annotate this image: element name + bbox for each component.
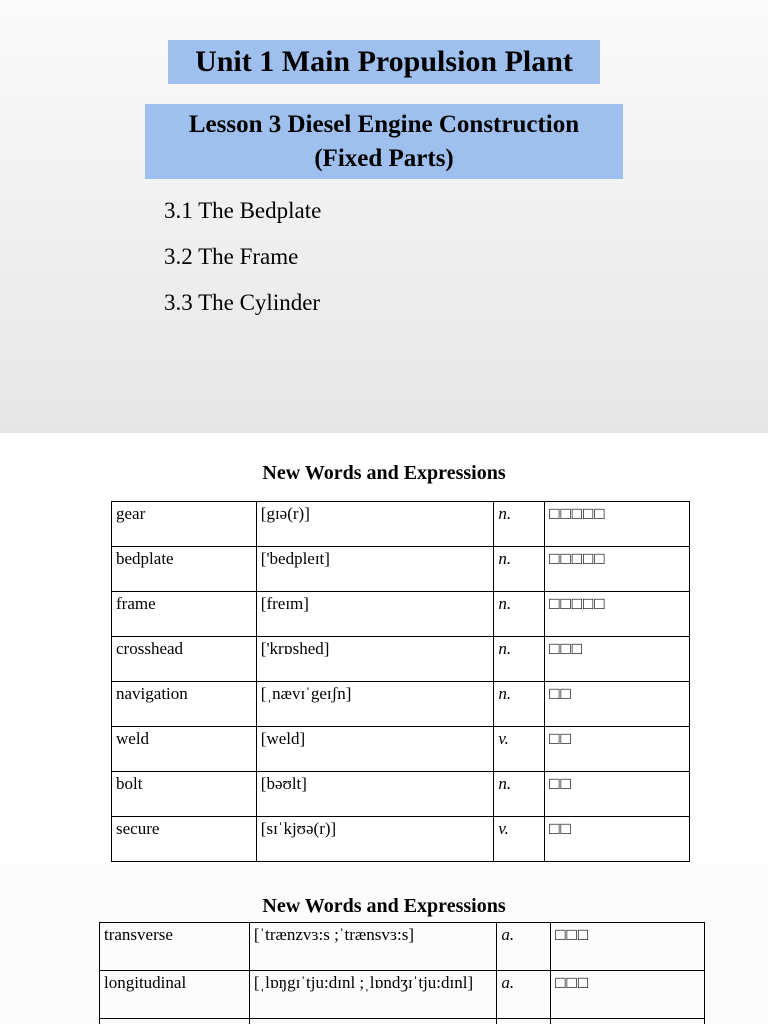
vocab-heading: New Words and Expressions — [262, 462, 506, 484]
phonetic-cell: ['bedpleɪt] — [256, 547, 494, 592]
word-cell: weld — [112, 727, 257, 772]
meaning-cell: □□ — [545, 772, 690, 817]
pos-cell: v. — [494, 817, 545, 862]
phonetic-cell: [freɪm] — [256, 592, 494, 637]
phonetic-cell — [249, 1019, 497, 1024]
meaning-cell — [551, 1019, 705, 1024]
table-row — [112, 817, 690, 862]
section-item: 3.2 The Frame — [164, 244, 299, 269]
meaning-cell: □□□ — [545, 637, 690, 682]
phonetic-cell: [bəʊlt] — [256, 772, 494, 817]
word-cell: secure — [112, 817, 257, 862]
meaning-cell: □□ — [545, 727, 690, 772]
phonetic-cell: [ˌlɒŋgɪˈtju:dɪnl ;ˌlɒndʒɪˈtju:dɪnl] — [249, 971, 497, 1019]
phonetic-cell: ['krɒshed] — [256, 637, 494, 682]
pos-cell: n. — [494, 547, 545, 592]
table-row — [100, 923, 705, 971]
word-cell: frame — [112, 592, 257, 637]
lesson-title — [145, 104, 623, 179]
phonetic-cell: [ˌnævɪˈgeɪʃn] — [256, 682, 494, 727]
meaning-cell: □□□□□ — [545, 592, 690, 637]
table-row — [112, 727, 690, 772]
vocab-heading: New Words and Expressions — [262, 895, 506, 917]
unit-title — [168, 40, 600, 84]
pos-cell: n. — [494, 592, 545, 637]
word-cell: bedplate — [112, 547, 257, 592]
slide-vocabulary-2 — [0, 865, 768, 1024]
pos-cell: n. — [494, 637, 545, 682]
phonetic-cell: [sɪˈkjʊə(r)] — [256, 817, 494, 862]
pos-cell — [497, 1019, 551, 1024]
table-row — [112, 547, 690, 592]
word-cell: gear — [112, 502, 257, 547]
table-row — [112, 592, 690, 637]
meaning-cell: □□□□□ — [545, 547, 690, 592]
meaning-cell: □□□ — [551, 923, 705, 971]
unit-title-text: Unit 1 Main Propulsion Plant — [195, 45, 573, 78]
meaning-cell: □□□□□ — [545, 502, 690, 547]
pos-cell: a. — [497, 971, 551, 1019]
slide-title — [0, 0, 768, 433]
pos-cell: n. — [494, 682, 545, 727]
phonetic-cell: [weld] — [256, 727, 494, 772]
pos-cell: a. — [497, 923, 551, 971]
table-row — [112, 502, 690, 547]
table-row — [100, 971, 705, 1019]
meaning-cell: □□ — [545, 682, 690, 727]
word-cell: longitudinal — [100, 971, 250, 1019]
vocab-table — [99, 922, 705, 1024]
vocab-table — [111, 501, 690, 862]
word-cell — [100, 1019, 250, 1024]
section-list — [164, 196, 321, 334]
section-item: 3.3 The Cylinder — [164, 290, 321, 315]
pos-cell: n. — [494, 502, 545, 547]
word-cell: navigation — [112, 682, 257, 727]
table-row — [112, 772, 690, 817]
table-row — [100, 1019, 705, 1024]
meaning-cell: □□ — [545, 817, 690, 862]
word-cell: bolt — [112, 772, 257, 817]
phonetic-cell: [gɪə(r)] — [256, 502, 494, 547]
pos-cell: v. — [494, 727, 545, 772]
section-item: 3.1 The Bedplate — [164, 198, 322, 223]
word-cell: transverse — [100, 923, 250, 971]
lesson-title-line2: (Fixed Parts) — [314, 144, 454, 172]
table-row — [112, 682, 690, 727]
word-cell: crosshead — [112, 637, 257, 682]
pos-cell: n. — [494, 772, 545, 817]
meaning-cell: □□□ — [551, 971, 705, 1019]
phonetic-cell: [ˈtrænzvɜ:s ;ˈtrænsvɜ:s] — [249, 923, 497, 971]
slide-vocabulary-1 — [0, 433, 768, 865]
lesson-title-line1: Lesson 3 Diesel Engine Construction — [188, 110, 580, 138]
table-row — [112, 637, 690, 682]
